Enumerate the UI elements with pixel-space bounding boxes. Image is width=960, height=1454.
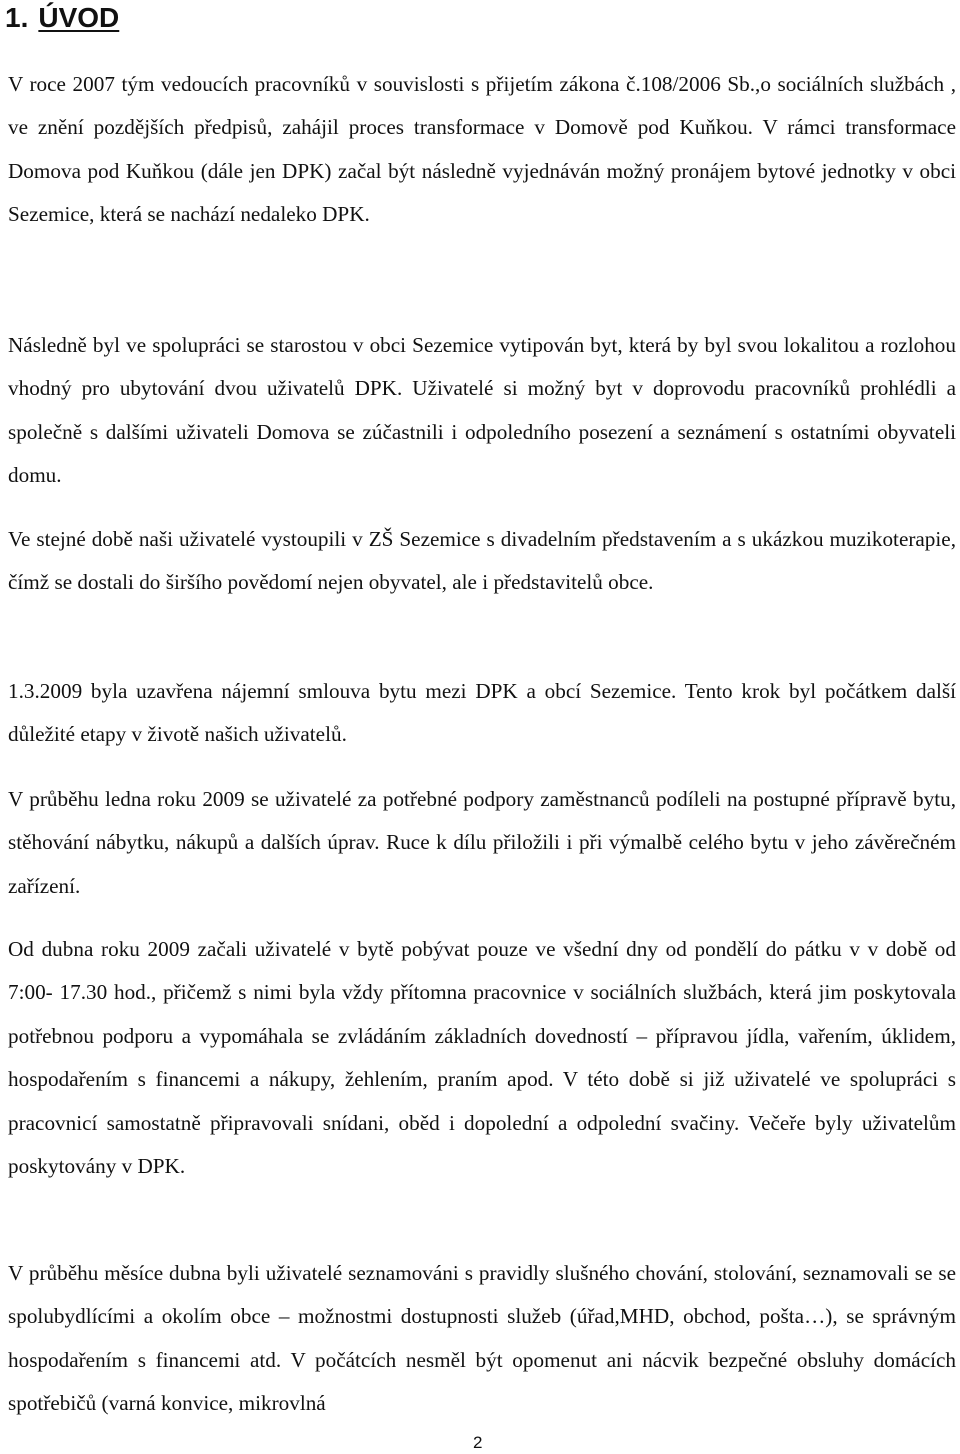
paragraph-2: Následně byl ve spolupráci se starostou v obci Sezemice vytipován byt, která by byl svou lokalitou a rozlohou vhodný pro ubytování dvou uživatelů DPK. Uživatelé si možný byt v doprovodu pracovníků prohlédli a společně s dalšími uživateli Domova se zúčastnili i odpoledního posezení a seznámení s ostatními obyvateli domu.	[8, 333, 956, 488]
section-title: ÚVOD	[38, 2, 120, 33]
page-number: 2	[473, 1433, 483, 1452]
paragraph-6: Od dubna roku 2009 začali uživatelé v bytě pobývat pouze ve všední dny od pondělí do pátku v v době od 7:00- 17.30 hod., přičemž s nimi byla vždy přítomna pracovnice v sociálních službách, která jim poskytovala potřebnou podporu a vypomáhala se zvládáním základních dovedností – přípravou jídla, vařením, úklidem, hospodařením s financemi a nákupy, žehlením, praním apod. V této době si již uživatelé ve spolupráci s pracovnicí samostatně připravovali snídani, oběd i dopolední a odpolední svačiny. Večeře byly uživatelům poskytovány v DPK.	[8, 937, 956, 1179]
section-heading	[5, 0, 119, 36]
section-number: 1.	[5, 2, 29, 33]
paragraph-4: 1.3.2009 byla uzavřena nájemní smlouva bytu mezi DPK a obcí Sezemice. Tento krok byl počátkem další důležité etapy v životě našich uživatelů.	[8, 679, 956, 747]
paragraph-1: V roce 2007 tým vedoucích pracovníků v souvislosti s přijetím zákona č.108/2006 Sb.,o sociálních službách , ve znění pozdějších předpisů, zahájil proces transformace v Domově pod Kuňkou. V rámci transformace Domova pod Kuňkou (dále jen DPK) začal být následně vyjednáván možný pronájem bytové jednotky v obci Sezemice, která se nachází nedaleko DPK.	[8, 72, 956, 227]
paragraph-7: V průběhu měsíce dubna byli uživatelé seznamováni s pravidly slušného chování, stolování, seznamovali se se spolubydlícími a okolím obce – možnostmi dostupnosti služeb (úřad,MHD, obchod, pošta…), se správným hospodařením s financemi atd. V počátcích nesměl být opomenut ani nácvik bezpečné obsluhy domácích spotřebičů (varná konvice, mikrovlná	[8, 1261, 956, 1416]
paragraph-3: Ve stejné době naši uživatelé vystoupili v ZŠ Sezemice s divadelním představením a s ukázkou muzikoterapie, čímž se dostali do širšího povědomí nejen obyvatel, ale i představitelů obce.	[8, 527, 956, 595]
paragraph-5: V průběhu ledna roku 2009 se uživatelé za potřebné podpory zaměstnanců podíleli na postupné přípravě bytu, stěhování nábytku, nákupů a dalších úprav. Ruce k dílu přiložili i při výmalbě celého bytu v jeho závěrečném zařízení.	[8, 787, 956, 898]
